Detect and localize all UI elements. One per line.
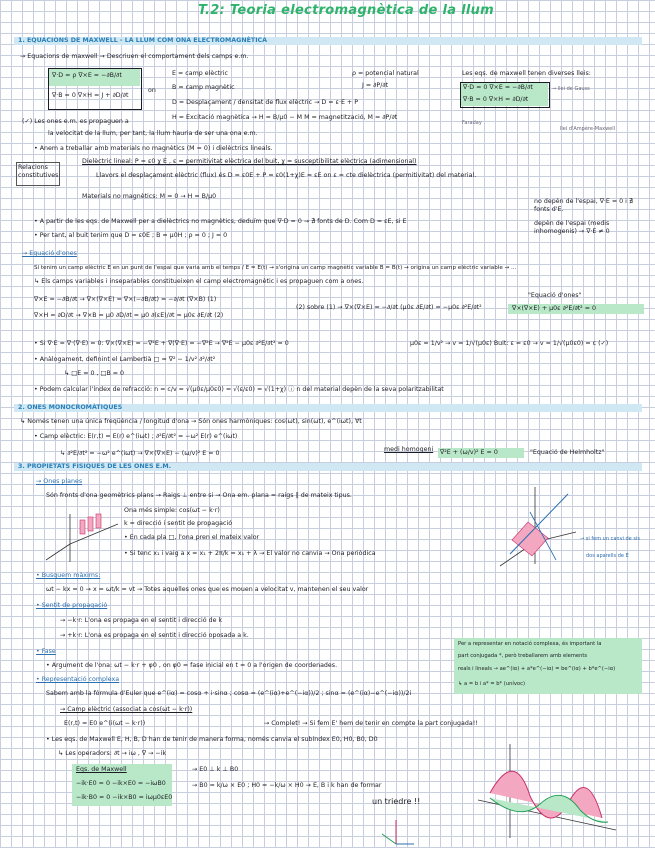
side-note-1: no depèn de l'espai, ∇·E = 0 i ∄ fonts d'E. [534,198,633,213]
maxwell-plane-heading: Eqs. de Maxwell [76,766,127,773]
complex-side-2: part conjugada *, però treballarem amb elements [458,653,588,659]
def-d: D = Desplaçament / densitat de flux elèctric → D = ε·E + P [172,99,358,106]
maxwell-eq-a: ∇·D = ρ ∇×E = −∂B/∂t [52,72,122,79]
page-title: T.2: Teoria electromagnètica de la llum [198,3,495,18]
def-b: B = camp magnètic [172,84,235,91]
wave-eq-intro-2: ↳ Els camps variables i inseparables constitueixen el camp electromagnètic i es propaguen com a ones. [34,278,364,285]
helmholtz-label: "Equació de Helmholtz" [530,449,605,456]
displacement-line: Llavors el desplaçament elèctric (flux) és D = ε0E + P = ε0(1+χ)E = εE on ε = cte dielèctrica (permitivitat) del material. [96,172,477,179]
propagation-plus: → +k·r: L'ona es propaga en el sentit i direcció oposada a k. [60,632,249,639]
electric-field-heading: → Camp elèctric (associat a cos(ωt − k·r)) [60,706,193,713]
wave-eq-label: "Equació d'ones" [528,292,582,299]
wave-line-2: la velocitat de la llum, per tant, la llum hauria de ser una ona e.m. [48,130,258,137]
complete-note: → Complet! → Si fem E' hem de tenir en compte la part conjugada!! [264,720,478,727]
dalembertian-line: • Anàlogament, definint el Lambertià □ = ∇² − 1/v² ∂²/∂t² [34,356,216,363]
complex-side-3: reals i lineals → ae^(iα) + a*e^(−iα) = be^(iα) + b*e^(−iα) [458,666,616,672]
plane-waves-line-1: Són fronts d'ona geomètrics plans → Raigs ⊥ entre si → Ona em. plana = raigs ∥ de mateix tipus. [46,492,352,499]
figure-note-1: → si fem un canvi de sis [580,536,640,542]
maxwell-plane-2: −ik·B0 = 0 −ik×B0 = iωμ0εE0 [76,794,173,801]
triad-line-1: → E0 ⊥ k ⊥ B0 [192,766,239,773]
side-note-2: depèn de l'espai (medis inhomogenis) → ∇·E ≠ 0 [534,220,610,235]
maxwell-laws-intro: Les eqs. de maxwell tenen diverses lleis: [462,70,591,77]
section-3-heading: 3. PROPIETATS FÍSIQUES DE LES ONES E.M. [18,463,172,470]
laws-eq-2: ∇·B = 0 ∇×H = ∂D/∂t [463,96,529,103]
phase-line: • Argument de l'ona: ωt − k·r + φ0 , on φ0 = fase inicial en t = 0 a l'origen de coordenades. [46,662,338,669]
triad-line-2: → B0 = k/ω × E0 ; H0 = −k/ω × H0 → E, B i k han de formar [192,782,382,789]
plane-waves-heading: → Ones planes [36,478,83,485]
k-direction: k = direcció i sentit de propagació [124,520,233,527]
complex-heading: • Representació complexa [36,676,120,683]
em-wave-figure [470,738,620,842]
figure-note-2: dos aparells de E [586,553,629,559]
propagation-minus: → −k·r: L'ona es propaga en el sentit i direcció de k [60,617,223,624]
wave-eq-step-3: (2) sobre (1) → ∇×(∇×E) = −∂/∂t (μ0ε ∂E/∂t) = −μ0ε ∂²E/∂t² [296,304,482,311]
maxwell-form-line: • Les eqs. de Maxwell E, H, B, D han de tenir de manera forma, només canvia el subíndex E0, H0, B0, D0 [46,736,378,743]
wave-eq-intro-1: Si tenim un camp elèctric E en un punt de l'espai que varia amb el temps / E = E(t) → s'origina un camp magnètic variable B = B(t) → origina un camp elèctric variable → ... [34,265,517,271]
wave-eq-step-1: ∇×E = −∂B/∂t → ∇×(∇×E) = ∇×(−∂B/∂t) = −∂/∂t (∇×B) (1) [34,296,217,303]
laws-eq-1: ∇·D = 0 ∇×E = −∂B/∂t [463,84,533,91]
on-label: on [148,87,156,94]
def-h: H = Excitació magnètica → H = B/μ0 − M M = magnetització, M = ∂P/∂t [172,114,398,121]
velocity-line: μ0ε = 1/v² → v = 1/√(μ0ε) Buit: ε = ε0 → v = 1/√(μ0ε0) = c (✓) [410,340,609,347]
j-def: J = ∂P/∂t [362,82,389,89]
mono-line-2: • Camp elèctric: E(r,t) = E(r) e^(iωt) ; ∂²E/∂t² = −ω² E(r) e^(iωt) [34,433,238,440]
gauss-note: → llei de Gauss [552,86,590,92]
box-eq-line: ↳ □E = 0 , □B = 0 [64,370,125,377]
rho-def: ρ = potencial natural [352,70,419,77]
simplest-wave: Ona més simple: cos(ωt − k·r) [124,507,220,514]
maxima-line: ωt − kx = 0 → x = ωt/k = vt → Totes aquelles ones que es mouen a velocitat v, mantenen el seu valor [46,586,369,593]
nonmagnetic-materials: Materials no magnètics: M = 0 → H = B/μ0 [82,193,217,200]
periodic-line: • Si tenc x₁ i vaig a x = x₁ + 2π/k = x₁ + λ → El valor no canvia → Ona periòdica [124,550,376,557]
linear-dielectric: Dielèctric lineal: P = ε0 χ E , ε = permitivitat elèctrica del buit, χ = susceptibilitat elèctrica (adimensional) [82,158,417,165]
mono-line-3: ↳ ∂²E/∂t² = −ω² e^(iωt) → ∇×(∇×E) − (ω/v)² E = 0 [60,450,220,457]
euler-line: Sabem amb la fórmula d'Euler que e^(iα) = cosα + i·sinα ; cosα = (e^(iα)+e^(−iα))/2 ; sinα = (e^(iα)−e^(−iα))/2i [46,690,412,697]
s1-intro: → Equacions de maxwell → Descriuen el comportament dels camps e.m. [20,53,249,60]
wavefront-diagram [490,482,580,572]
plane-wave-sketch [40,504,120,564]
from-maxwell-line: • A partir de les eqs. de Maxwell per a dielèctrics no magnètics, deduïm que ∇·D = 0 → ∄ fonts de D. Com D = εE, si E [34,218,407,225]
wave-eq-step-2: ∇×H = ∂D/∂t → ∇×B = μ0 ∂D/∂t = μ0 ∂(εE)/∂t = μ0ε ∂E/∂t (2) [34,312,224,319]
maxwell-eq-b: ∇·B = 0 ∇×H = J + ∂D/∂t [52,92,129,99]
faraday-note: Faraday [462,120,482,126]
nonmagnetic-bullet: • Anem a treballar amb materials no magnètics (M = 0) i dielèctrics lineals. [34,145,273,152]
helmholtz-eq: ∇²E + (ω/v)² E = 0 [440,449,498,456]
complex-side-4: ↳ a = b i a* = b* (unívoc) [458,681,525,687]
operators-line: ↳ Les operadors: ∂t → iω , ∇ → −ik [58,750,167,757]
section-1-heading: 1. EQUACIONS DE MAXWELL - LA LLUM COM ONA ELECTROMAGNÈTICA [18,37,268,44]
ampere-note: llei d'Ampère-Maxwell [560,126,616,132]
section-2-heading: 2. ONES MONOCROMÀTIQUES [18,404,123,411]
maxwell-plane-1: −ik·E0 = 0 −ik×E0 = −iωB0 [76,780,166,787]
complex-side-1: Per a representar en notació complexa, és important la [458,641,602,647]
phase-heading: • Fase [36,648,56,655]
wave-eq-result: ∇×(∇×E) + μ0ε ∂²E/∂t² = 0 [512,305,596,312]
triad-line-3: un triedre !! [372,797,421,806]
relations-label: Relacions constitutives [18,164,59,179]
def-e: E = camp elèctric [172,70,228,77]
mono-line-1: ↳ Només tenen una única freqüència / longitud d'ona → Són ones harmòniques: cos(ωt), sin(ωt), e^(iωt), ∀t [20,418,362,425]
maxima-heading: • Busquem màxims: [36,572,101,579]
wave-line-1: (✓) Les ones e.m. es propaguen a [22,118,129,125]
divergence-line: • Si ∇·E = ∇·(∇·E) = 0: ∇×(∇×E) = −∇²E + ∇(∇·E) = −∇²E → ∇²E − μ0ε ∂²E/∂t² = 0 [34,340,289,347]
homogeneous-medium: medi homogeni [384,446,434,453]
plane-value: • En cada pla □, l'ona pren el mateix valor [124,534,260,541]
refraction-index-line: • Podem calcular l'índex de refracció: n = c/v = √(μ0ε/μ0ε0) = √(ε/ε0) = √(1+χ) ⓘ n del material depèn de la seva polaritzabilitat [34,386,444,393]
vacuum-line: • Per tant, al buit tenim que D = ε0E ; B = μ0H ; ρ = 0 ; J = 0 [34,232,228,239]
axis-arrows-icon [376,816,416,848]
electric-field-eq: E(r,t) = E0 e^(i(ωt − k·r)) [64,720,146,727]
wave-equation-heading: → Equació d'ones [22,250,77,257]
propagation-heading: • Sentit de propagació [36,602,108,609]
